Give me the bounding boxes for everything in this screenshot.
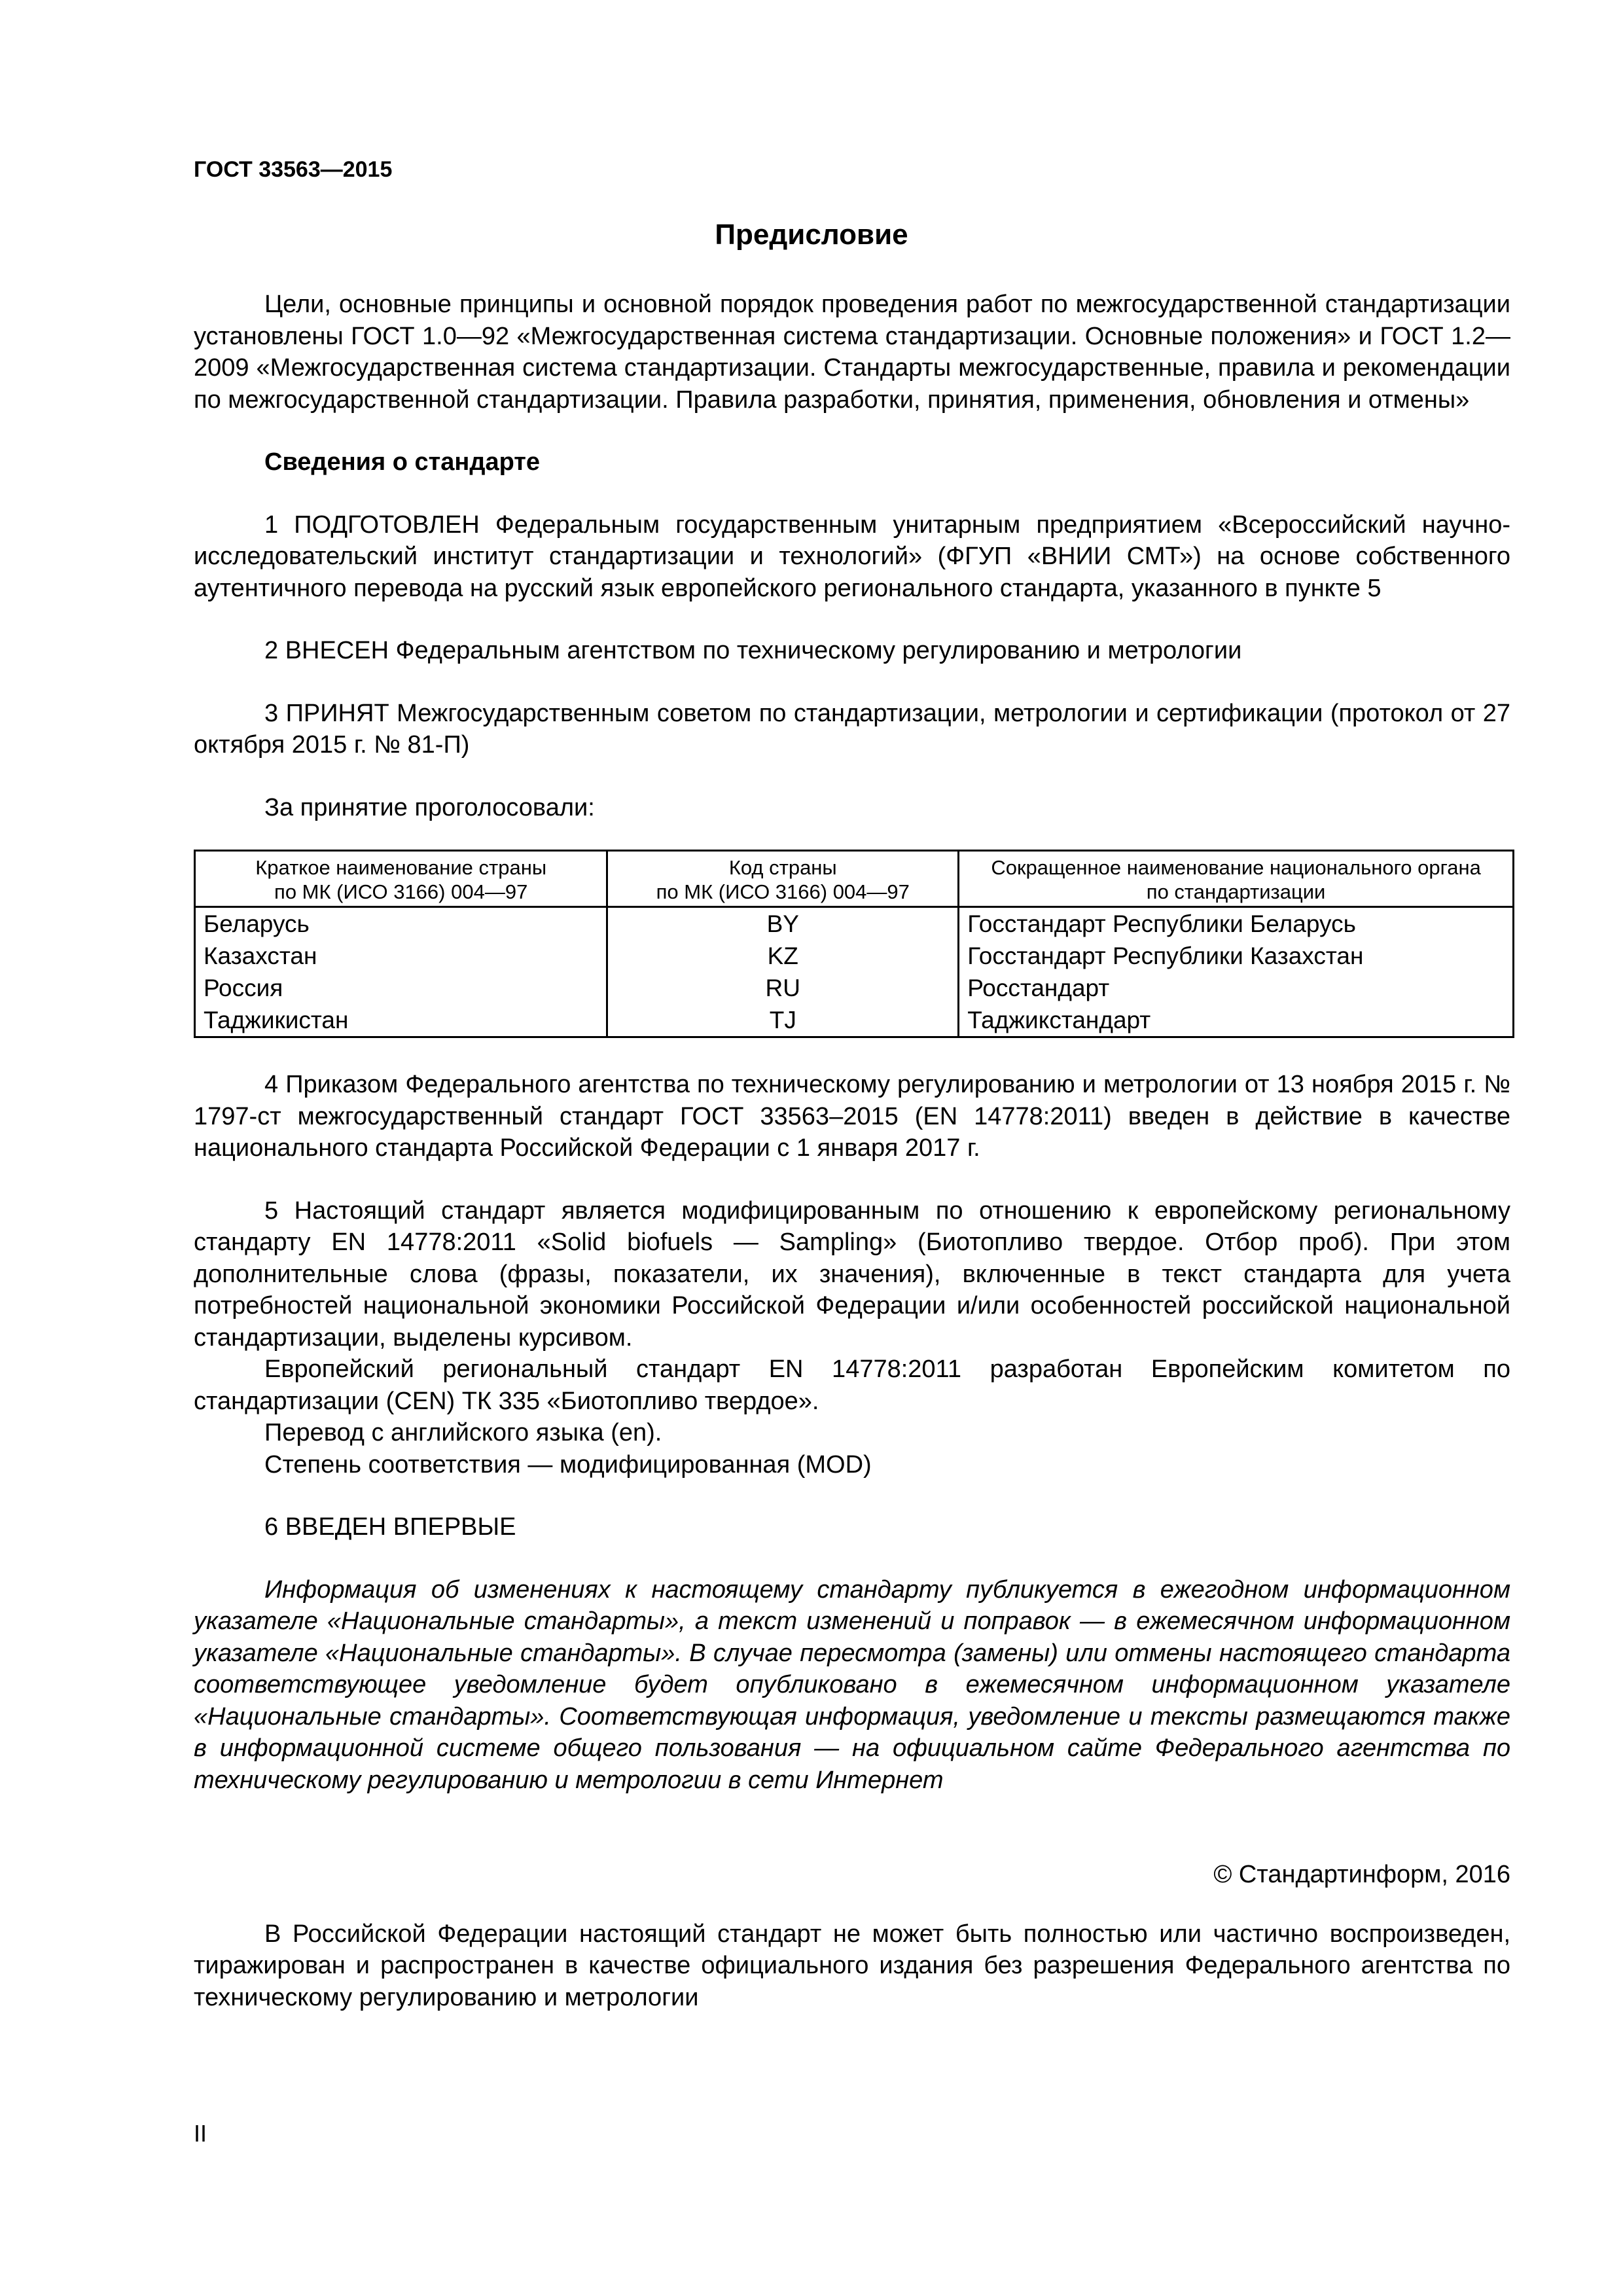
copyright-line: © Стандартинформ, 2016 — [1213, 1861, 1510, 1888]
item-1-paragraph: 1 ПОДГОТОВЛЕН Федеральным государственным унитарным предприятием «Всероссийский научно-исследовательский институт стандартизации и технологий» (ФГУП «ВНИИ СМТ») на основе собственного аутентичного перевода на русский язык европейского регионального стандарта, указанного в пункте 5 — [194, 511, 1510, 602]
agency-name-cell: Таджикстандарт — [959, 1004, 1514, 1037]
column-header-line: по МК (ИСО 3166) 004—97 — [274, 880, 528, 903]
page-title: Предисловие — [715, 219, 908, 251]
table-header-row — [195, 851, 1514, 907]
page-content — [194, 289, 1510, 2013]
table-row — [195, 940, 1514, 972]
item-5-paragraph: 5 Настоящий стандарт является модифицированным по отношению к европейскому региональному стандарту EN 14778:2011 «Solid biofuels — Sampling» (Биотопливо твердое. Отбор проб). При этом дополнительные слова (фразы, показатели, их значения), включенные в текст стандарта для учета потребностей национальной экономики Российской Федерации и/или особенностей российской национальной стандартизации, выделены курсивом. — [194, 1196, 1510, 1352]
country-code-cell: KZ — [607, 940, 959, 972]
item-5-degree-line: Степень соответствия — модифицированная (MOD) — [264, 1450, 872, 1479]
country-code-cell: RU — [607, 972, 959, 1004]
agency-name-cell: Росстандарт — [959, 972, 1514, 1004]
page-number: II — [194, 2120, 207, 2147]
agency-name-cell: Госстандарт Республики Беларусь — [959, 907, 1514, 941]
item-4-paragraph: 4 Приказом Федерального агентства по техническому регулированию и метрологии от 13 ноября 2015 г. № 1797-ст межгосударственный стандарт ГОСТ 33563–2015 (EN 14778:2011) введен в действие в качестве национального стандарта Российской Федерации с 1 января 2017 г. — [194, 1071, 1510, 1162]
country-name-cell: Казахстан — [195, 940, 607, 972]
table-row — [195, 1004, 1514, 1037]
column-header-country — [195, 851, 607, 907]
column-header-line: по стандартизации — [1146, 880, 1326, 903]
item-2-paragraph: 2 ВНЕСЕН Федеральным агентством по техническому регулированию и метрологии — [264, 637, 1242, 664]
country-code-cell: TJ — [607, 1004, 959, 1037]
section-heading: Сведения о стандарте — [264, 448, 541, 476]
voting-countries-table — [194, 850, 1514, 1038]
reproduction-notice: В Российской Федерации настоящий стандарт не может быть полностью или частично воспроизведен, тиражирован и распространен в качестве официального издания без разрешения Федерального агентства по техническому регулированию и метрологии — [194, 1920, 1510, 2011]
table-row — [195, 907, 1514, 941]
table-row — [195, 972, 1514, 1004]
item-5-cen-paragraph: Европейский региональный стандарт EN 14778:2011 разработан Европейским комитетом по стандартизации (CEN) ТК 335 «Биотопливо твердое». — [194, 1355, 1510, 1415]
item-6-paragraph: 6 ВВЕДЕН ВПЕРВЫЕ — [264, 1513, 516, 1541]
intro-paragraph: Цели, основные принципы и основной порядок проведения работ по межгосударственной стандартизации установлены ГОСТ 1.0—92 «Межгосударственная система стандартизации. Основные положения» и ГОСТ 1.2—2009 «Межгосударственная система стандартизации. Стандарты межгосударственные, правила и рекомендации по межгосударственной стандартизации. Правила разработки, принятия, применения, обновления и отмены» — [194, 291, 1510, 414]
item-3-paragraph: 3 ПРИНЯТ Межгосударственным советом по стандартизации, метрологии и сертификации (протокол от 27 октября 2015 г. № 81-П) — [194, 699, 1510, 759]
column-header-agency — [959, 851, 1514, 907]
column-header-line: Краткое наименование страны — [255, 856, 547, 879]
standard-code-header: ГОСТ 33563—2015 — [194, 157, 393, 182]
item-5-translation-line: Перевод с английского языка (en). — [264, 1419, 662, 1446]
country-code-cell: BY — [607, 907, 959, 941]
country-name-cell: Беларусь — [195, 907, 607, 941]
column-header-code — [607, 851, 959, 907]
amendments-info-paragraph: Информация об изменениях к настоящему стандарту публикуется в ежегодном информационном указателе «Национальные стандарты», а текст изменений и поправок — в ежемесячном информационном указателе «Национальные стандарты». В случае пересмотра (замены) или отмены настоящего стандарта соответствующее уведомление будет опубликовано в ежемесячном информационном указателе «Национальные стандарты». Соответствующая информация, уведомление и тексты размещаются также в информационной системе общего пользования — на официальном сайте Федерального агентства по техническому регулированию и метрологии в сети Интернет — [194, 1575, 1510, 1794]
column-header-line: Код страны — [728, 856, 837, 879]
country-name-cell: Таджикистан — [195, 1004, 607, 1037]
column-header-line: по МК (ИСО 3166) 004—97 — [656, 880, 910, 903]
column-header-line: Сокращенное наименование национального органа — [991, 856, 1481, 879]
country-name-cell: Россия — [195, 972, 607, 1004]
agency-name-cell: Госстандарт Республики Казахстан — [959, 940, 1514, 972]
vote-intro: За принятие проголосовали: — [264, 793, 595, 821]
